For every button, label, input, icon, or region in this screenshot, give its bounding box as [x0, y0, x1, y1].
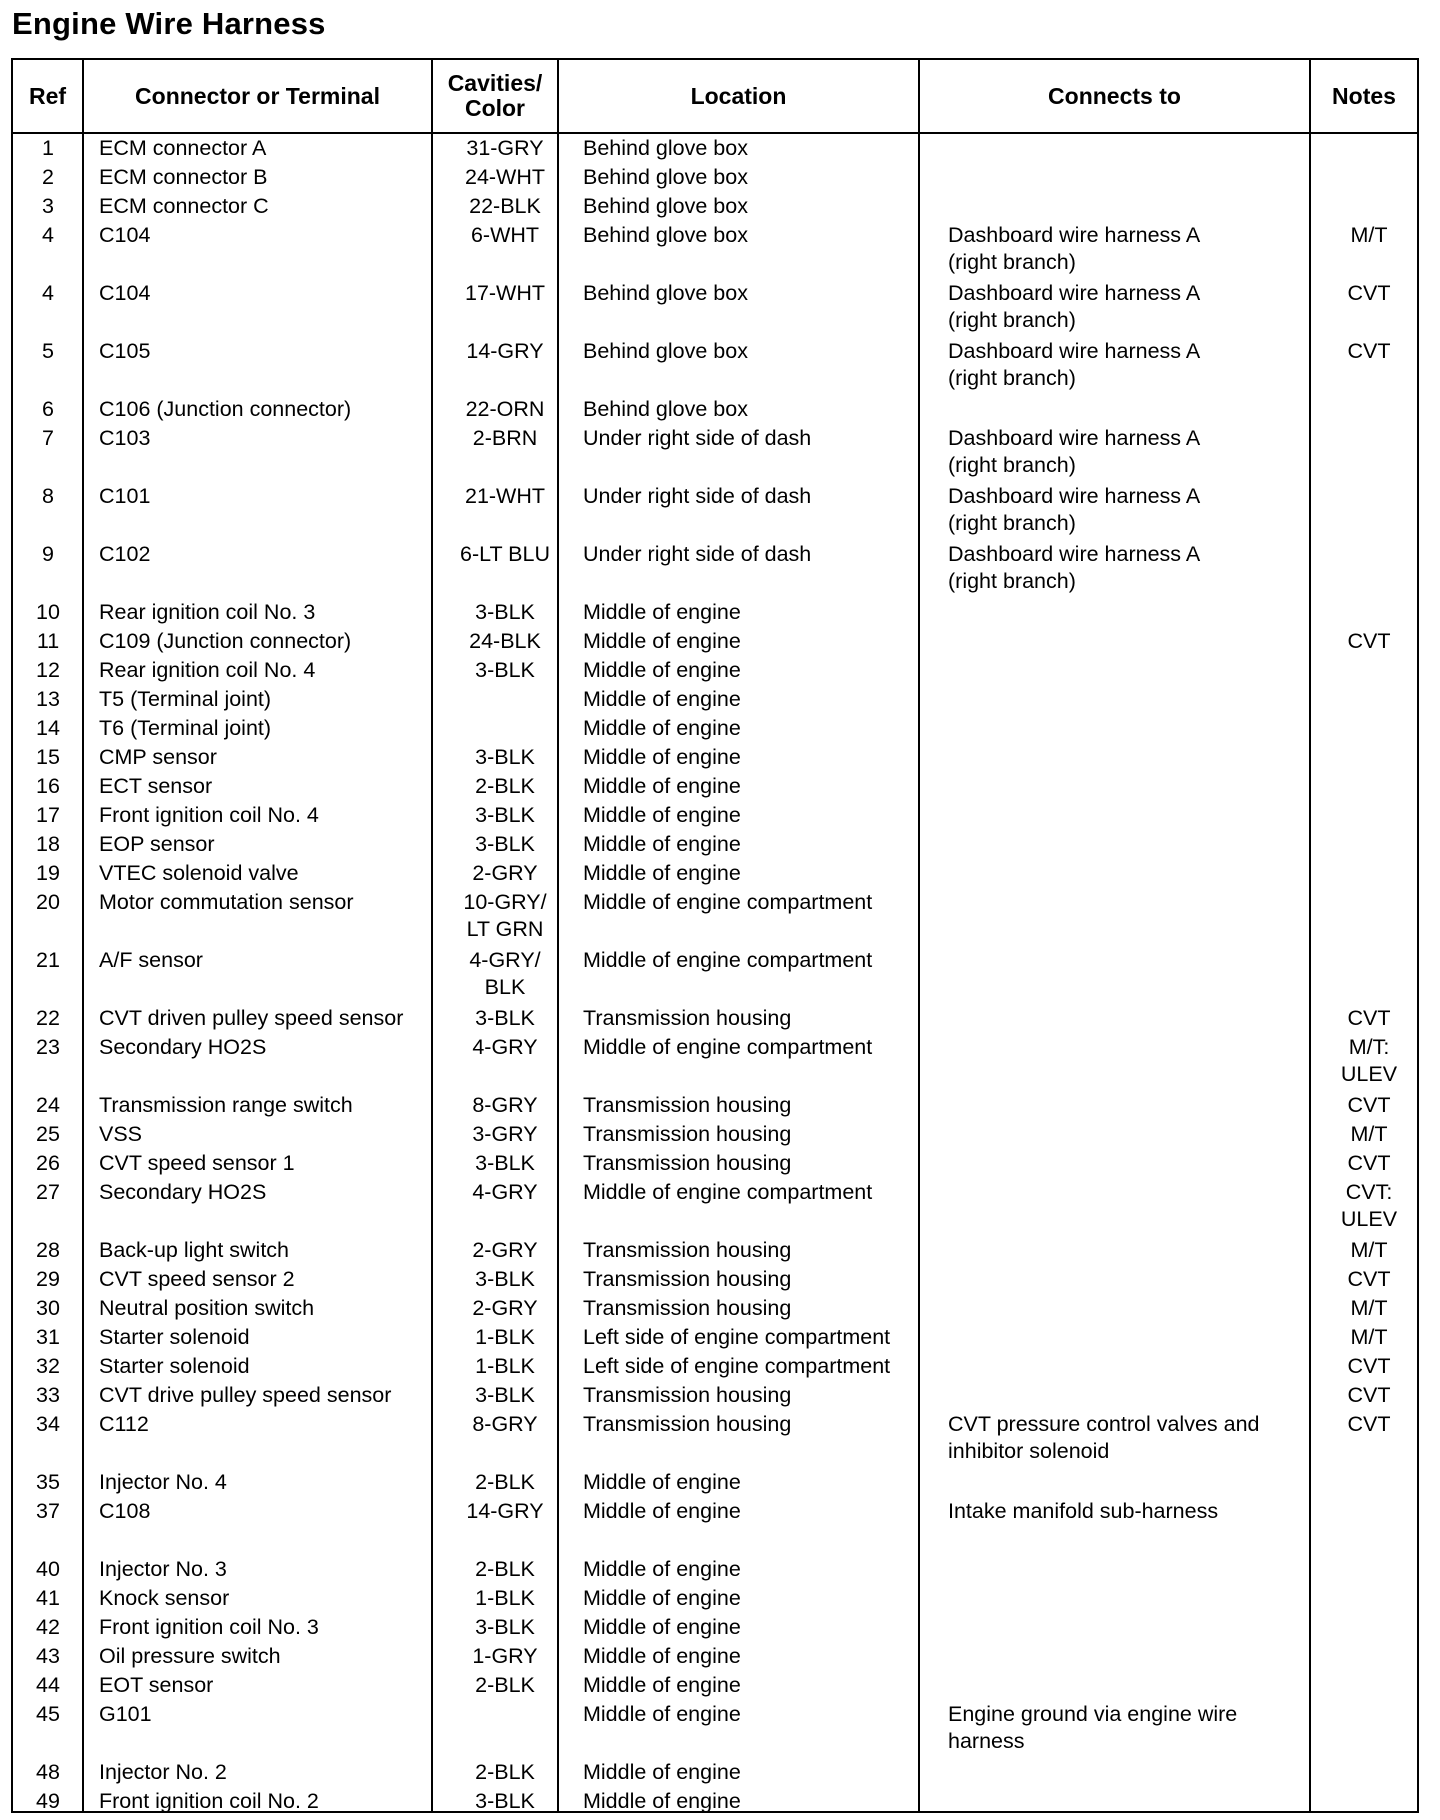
location-cell: Middle of engine — [583, 774, 741, 798]
connector-cell: Starter solenoid — [99, 1354, 250, 1378]
cavities-cell: 2-BLK — [475, 1760, 535, 1784]
ref-cell: 21 — [36, 948, 60, 972]
connector-cell: Injector No. 2 — [99, 1760, 227, 1784]
ref-cell: 34 — [36, 1412, 60, 1436]
location-cell: Middle of engine — [583, 1499, 741, 1523]
connector-cell: EOT sensor — [99, 1673, 214, 1697]
location-cell: Under right side of dash — [583, 484, 812, 508]
ref-cell: 31 — [36, 1325, 60, 1349]
ref-cell: 20 — [36, 890, 60, 914]
cavities-cell: 14-GRY — [466, 1499, 544, 1523]
cavities-cell: 2-GRY — [472, 1238, 538, 1262]
cavities-cell: 3-BLK — [475, 832, 535, 856]
ref-cell: 48 — [36, 1760, 60, 1784]
ref-cell: 10 — [36, 600, 60, 624]
connector-cell: C104 — [99, 281, 151, 305]
ref-cell: 5 — [42, 339, 54, 363]
ref-cell: 17 — [36, 803, 60, 827]
connector-cell: C106 (Junction connector) — [99, 397, 352, 421]
location-cell: Left side of engine compartment — [583, 1354, 891, 1378]
location-cell: Middle of engine — [583, 716, 741, 740]
connector-cell: C103 — [99, 426, 151, 450]
ref-cell: 26 — [36, 1151, 60, 1175]
location-cell: Transmission housing — [583, 1006, 792, 1030]
location-cell: Transmission housing — [583, 1122, 792, 1146]
location-cell: Transmission housing — [583, 1383, 792, 1407]
connector-cell: Rear ignition coil No. 4 — [99, 658, 316, 682]
ref-cell: 13 — [36, 687, 60, 711]
location-cell: Transmission housing — [583, 1238, 792, 1262]
cavities-cell: 3-BLK — [475, 745, 535, 769]
connector-cell: VTEC solenoid valve — [99, 861, 299, 885]
ref-cell: 14 — [36, 716, 60, 740]
notes-cell: M/T — [1350, 1325, 1388, 1349]
location-cell: Middle of engine — [583, 1470, 741, 1494]
ref-cell: 42 — [36, 1615, 60, 1639]
connects-to-cell: Dashboard wire harness A (right branch) — [948, 339, 1201, 390]
cavities-cell: 10-GRY/ LT GRN — [463, 890, 547, 941]
cavities-cell: 22-BLK — [469, 194, 541, 218]
notes-cell: M/T — [1350, 1296, 1388, 1320]
ref-cell: 45 — [36, 1702, 60, 1726]
ref-cell: 4 — [42, 223, 54, 247]
location-cell: Middle of engine — [583, 1673, 741, 1697]
notes-cell: CVT — [1347, 1006, 1391, 1030]
cavities-cell: 4-GRY — [472, 1035, 538, 1059]
ref-cell: 35 — [36, 1470, 60, 1494]
cavities-cell: 22-ORN — [465, 397, 545, 421]
harness-table — [11, 58, 1419, 1813]
connects-to-cell: Engine ground via engine wire harness — [948, 1702, 1238, 1753]
notes-cell: CVT — [1347, 1412, 1391, 1436]
ref-cell: 49 — [36, 1789, 60, 1813]
connector-cell: Injector No. 4 — [99, 1470, 227, 1494]
ref-cell: 43 — [36, 1644, 60, 1668]
ref-cell: 11 — [36, 629, 60, 653]
connector-cell: Front ignition coil No. 4 — [99, 803, 319, 827]
location-cell: Left side of engine compartment — [583, 1325, 891, 1349]
cavities-cell: 2-BRN — [472, 426, 538, 450]
connector-cell: CVT driven pulley speed sensor — [99, 1006, 404, 1030]
location-cell: Middle of engine compartment — [583, 948, 873, 972]
location-cell: Middle of engine — [583, 1644, 741, 1668]
cavities-cell: 2-BLK — [475, 1673, 535, 1697]
connector-cell: Secondary HO2S — [99, 1035, 267, 1059]
cavities-cell: 3-BLK — [475, 803, 535, 827]
connector-cell: T5 (Terminal joint) — [99, 687, 272, 711]
connector-cell: Back-up light switch — [99, 1238, 289, 1262]
ref-cell: 30 — [36, 1296, 60, 1320]
connects-to-cell: Dashboard wire harness A (right branch) — [948, 484, 1201, 535]
cavities-cell: 24-WHT — [464, 165, 546, 189]
connector-cell: ECM connector C — [99, 194, 269, 218]
location-cell: Middle of engine compartment — [583, 890, 873, 914]
cavities-cell: 3-BLK — [475, 658, 535, 682]
connector-cell: C109 (Junction connector) — [99, 629, 352, 653]
ref-cell: 33 — [36, 1383, 60, 1407]
location-cell: Transmission housing — [583, 1296, 792, 1320]
location-cell: Middle of engine — [583, 600, 741, 624]
notes-cell: M/T — [1350, 223, 1388, 247]
cavities-cell: 6-LT BLU — [459, 542, 551, 566]
connector-cell: ECM connector A — [99, 136, 267, 160]
cavities-cell: 3-BLK — [475, 1789, 535, 1813]
ref-cell: 6 — [42, 397, 54, 421]
connector-cell: VSS — [99, 1122, 143, 1146]
cavities-cell: 1-GRY — [472, 1644, 538, 1668]
location-cell: Behind glove box — [583, 339, 748, 363]
connector-cell: C108 — [99, 1499, 151, 1523]
ref-cell: 4 — [42, 281, 54, 305]
connector-cell: Transmission range switch — [99, 1093, 353, 1117]
connector-cell: Knock sensor — [99, 1586, 230, 1610]
page-title: Engine Wire Harness — [12, 6, 326, 41]
cavities-cell: 8-GRY — [472, 1412, 538, 1436]
cavities-cell: 2-GRY — [472, 1296, 538, 1320]
header-notes: Notes — [1332, 82, 1396, 109]
connector-cell: A/F sensor — [99, 948, 203, 972]
connects-to-cell: Intake manifold sub-harness — [948, 1499, 1219, 1523]
ref-cell: 22 — [36, 1006, 60, 1030]
location-cell: Transmission housing — [583, 1267, 792, 1291]
header-connector: Connector or Terminal — [135, 82, 380, 109]
location-cell: Middle of engine — [583, 1760, 741, 1784]
location-cell: Behind glove box — [583, 397, 748, 421]
location-cell: Middle of engine compartment — [583, 1180, 873, 1204]
ref-cell: 28 — [36, 1238, 60, 1262]
ref-cell: 16 — [36, 774, 60, 798]
cavities-cell: 31-GRY — [466, 136, 544, 160]
cavities-cell: 2-GRY — [472, 861, 538, 885]
ref-cell: 40 — [36, 1557, 60, 1581]
table-body — [13, 60, 1417, 1811]
cavities-cell: 3-BLK — [475, 1267, 535, 1291]
ref-cell: 12 — [36, 658, 60, 682]
cavities-cell: 14-GRY — [466, 339, 544, 363]
cavities-cell: 17-WHT — [464, 281, 546, 305]
header-cavities: Cavities/ Color — [447, 70, 543, 121]
cavities-cell: 6-WHT — [470, 223, 540, 247]
ref-cell: 41 — [36, 1586, 60, 1610]
connects-to-cell: CVT pressure control valves and inhibitor solenoid — [948, 1412, 1260, 1463]
cavities-cell: 1-BLK — [475, 1586, 535, 1610]
connector-cell: C104 — [99, 223, 151, 247]
notes-cell: CVT: ULEV — [1340, 1180, 1398, 1231]
ref-cell: 8 — [42, 484, 54, 508]
location-cell: Middle of engine — [583, 1702, 741, 1726]
location-cell: Behind glove box — [583, 223, 748, 247]
ref-cell: 7 — [42, 426, 54, 450]
connector-cell: CVT speed sensor 1 — [99, 1151, 295, 1175]
connector-cell: CVT drive pulley speed sensor — [99, 1383, 392, 1407]
connector-cell: C105 — [99, 339, 151, 363]
cavities-cell: 24-BLK — [469, 629, 541, 653]
ref-cell: 29 — [36, 1267, 60, 1291]
cavities-cell: 2-BLK — [475, 1470, 535, 1494]
connector-cell: Front ignition coil No. 2 — [99, 1789, 319, 1813]
connector-cell: C112 — [99, 1412, 149, 1436]
header-connects-to: Connects to — [1048, 82, 1181, 109]
connector-cell: ECM connector B — [99, 165, 268, 189]
cavities-cell: 3-BLK — [475, 1383, 535, 1407]
cavities-cell: 3-BLK — [475, 600, 535, 624]
location-cell: Middle of engine — [583, 803, 741, 827]
connector-cell: Starter solenoid — [99, 1325, 250, 1349]
ref-cell: 2 — [42, 165, 54, 189]
connector-cell: C102 — [99, 542, 151, 566]
location-cell: Under right side of dash — [583, 542, 812, 566]
location-cell: Behind glove box — [583, 281, 748, 305]
ref-cell: 37 — [36, 1499, 60, 1523]
ref-cell: 23 — [36, 1035, 60, 1059]
connector-cell: CVT speed sensor 2 — [99, 1267, 295, 1291]
connector-cell: EOP sensor — [99, 832, 215, 856]
cavities-cell: 8-GRY — [472, 1093, 538, 1117]
location-cell: Middle of engine — [583, 832, 741, 856]
cavities-cell: 1-BLK — [475, 1325, 535, 1349]
cavities-cell: 2-BLK — [475, 1557, 535, 1581]
location-cell: Middle of engine compartment — [583, 1035, 873, 1059]
connects-to-cell: Dashboard wire harness A (right branch) — [948, 426, 1201, 477]
notes-cell: CVT — [1347, 1383, 1391, 1407]
location-cell: Middle of engine — [583, 1557, 741, 1581]
connector-cell: G101 — [99, 1702, 152, 1726]
ref-cell: 18 — [36, 832, 60, 856]
ref-cell: 27 — [36, 1180, 60, 1204]
location-cell: Middle of engine — [583, 1615, 741, 1639]
cavities-cell: 3-GRY — [472, 1122, 538, 1146]
location-cell: Transmission housing — [583, 1412, 792, 1436]
cavities-cell: 2-BLK — [475, 774, 535, 798]
connector-cell: Injector No. 3 — [99, 1557, 227, 1581]
location-cell: Middle of engine — [583, 861, 741, 885]
location-cell: Middle of engine — [583, 658, 741, 682]
ref-cell: 44 — [36, 1673, 60, 1697]
notes-cell: M/T — [1350, 1238, 1388, 1262]
connector-cell: Rear ignition coil No. 3 — [99, 600, 316, 624]
location-cell: Middle of engine — [583, 629, 741, 653]
notes-cell: CVT — [1347, 339, 1391, 363]
ref-cell: 1 — [42, 136, 54, 160]
connector-cell: C101 — [99, 484, 151, 508]
notes-cell: M/T: ULEV — [1340, 1035, 1398, 1086]
ref-cell: 15 — [36, 745, 60, 769]
location-cell: Middle of engine — [583, 745, 741, 769]
cavities-cell: 3-BLK — [475, 1006, 535, 1030]
location-cell: Middle of engine — [583, 687, 741, 711]
location-cell: Behind glove box — [583, 194, 748, 218]
ref-cell: 32 — [36, 1354, 60, 1378]
location-cell: Under right side of dash — [583, 426, 812, 450]
header-ref: Ref — [28, 82, 67, 109]
connector-cell: Neutral position switch — [99, 1296, 315, 1320]
connector-cell: T6 (Terminal joint) — [99, 716, 272, 740]
notes-cell: CVT — [1347, 1093, 1391, 1117]
location-cell: Behind glove box — [583, 136, 748, 160]
cavities-cell: 4-GRY/ BLK — [469, 948, 541, 999]
notes-cell: M/T — [1350, 1122, 1388, 1146]
notes-cell: CVT — [1347, 1354, 1391, 1378]
ref-cell: 25 — [36, 1122, 60, 1146]
ref-cell: 9 — [42, 542, 54, 566]
notes-cell: CVT — [1347, 1267, 1391, 1291]
connects-to-cell: Dashboard wire harness A (right branch) — [948, 281, 1201, 332]
connector-cell: CMP sensor — [99, 745, 217, 769]
location-cell: Transmission housing — [583, 1151, 792, 1175]
connector-cell: ECT sensor — [99, 774, 213, 798]
ref-cell: 24 — [36, 1093, 60, 1117]
notes-cell: CVT — [1347, 629, 1391, 653]
header-location: Location — [690, 82, 787, 109]
cavities-cell: 1-BLK — [475, 1354, 535, 1378]
location-cell: Behind glove box — [583, 165, 748, 189]
ref-cell: 3 — [42, 194, 54, 218]
notes-cell: CVT — [1347, 1151, 1391, 1175]
connector-cell: Motor commutation sensor — [99, 890, 354, 914]
cavities-cell: 3-BLK — [475, 1615, 535, 1639]
location-cell: Middle of engine — [583, 1586, 741, 1610]
connects-to-cell: Dashboard wire harness A (right branch) — [948, 542, 1201, 593]
cavities-cell: 4-GRY — [472, 1180, 538, 1204]
notes-cell: CVT — [1347, 281, 1391, 305]
cavities-cell: 3-BLK — [475, 1151, 535, 1175]
cavities-cell: 21-WHT — [464, 484, 546, 508]
connects-to-cell: Dashboard wire harness A (right branch) — [948, 223, 1201, 274]
location-cell: Middle of engine — [583, 1789, 741, 1813]
connector-cell: Secondary HO2S — [99, 1180, 267, 1204]
ref-cell: 19 — [36, 861, 60, 885]
connector-cell: Front ignition coil No. 3 — [99, 1615, 319, 1639]
connector-cell: Oil pressure switch — [99, 1644, 281, 1668]
location-cell: Transmission housing — [583, 1093, 792, 1117]
